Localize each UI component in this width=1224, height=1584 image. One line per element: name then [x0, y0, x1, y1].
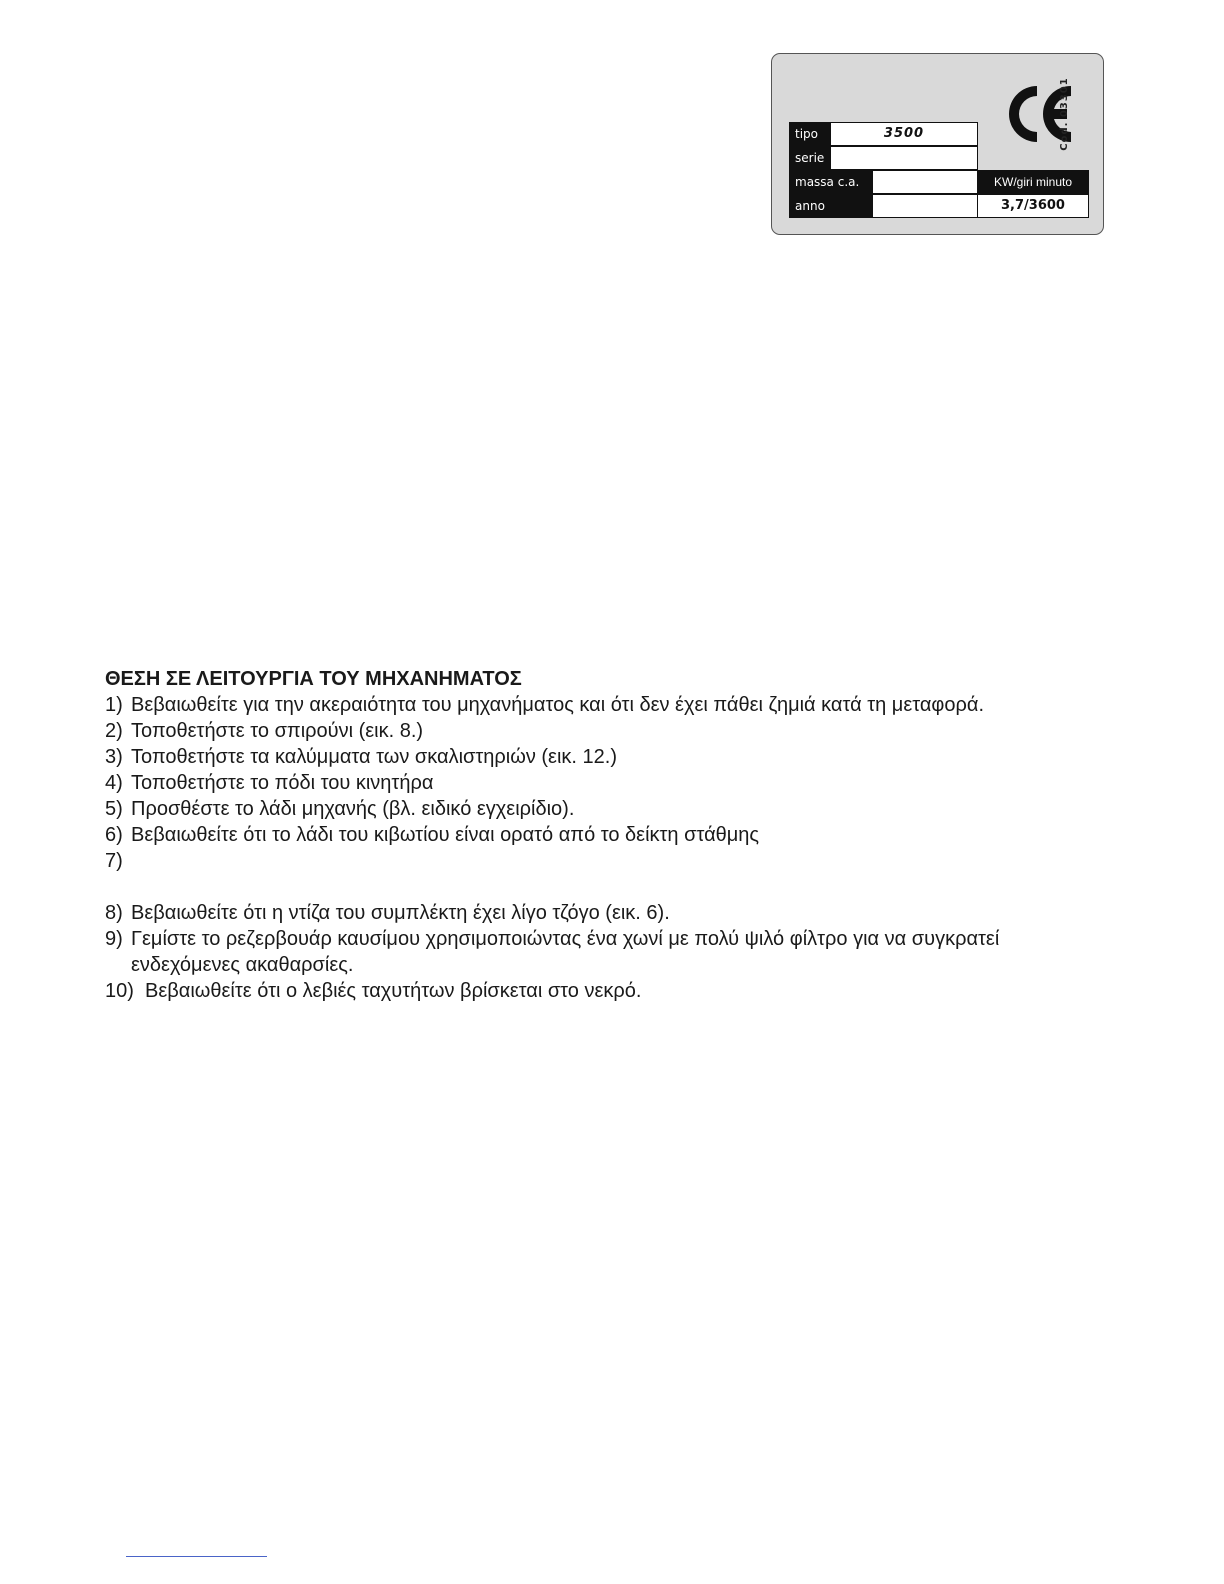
section-title: ΘΕΣΗ ΣΕ ΛΕΙΤΟΥΡΓΙΑ ΤΟΥ ΜΗΧΑΝΗΜΑΤΟΣ	[105, 668, 522, 690]
step-text: Προσθέστε το λάδι μηχανής (βλ. ειδικό εγχειρίδιο).	[131, 798, 575, 820]
serie-value	[830, 146, 978, 170]
list-item	[105, 900, 1015, 926]
step-number: 6)	[105, 824, 123, 846]
step-number: 5)	[105, 798, 123, 820]
anno-value	[872, 194, 978, 218]
list-item	[105, 796, 1015, 822]
step-number: 8)	[105, 902, 123, 924]
list-item	[105, 848, 1015, 874]
rating-plate	[771, 53, 1104, 235]
step-number: 10)	[105, 980, 134, 1002]
step-number: 4)	[105, 772, 123, 794]
step-text: Βεβαιωθείτε ότι ο λεβιές ταχυτήτων βρίσκεται στο νεκρό.	[145, 980, 642, 1002]
list-item	[105, 744, 1015, 770]
step-text: Τοποθετήστε τα καλύμματα των σκαλιστηριών (εικ. 12.)	[131, 746, 617, 768]
list-item	[105, 978, 1015, 1004]
step-number: 7)	[105, 850, 123, 872]
step-text: Τοποθετήστε το πόδι του κινητήρα	[131, 772, 434, 794]
step-text: Βεβαιωθείτε ότι το λάδι του κιβωτίου είναι ορατό από το δείκτη στάθμης	[131, 824, 760, 846]
plate-code: Cod. 03301	[1059, 77, 1070, 151]
list-item	[105, 926, 1015, 978]
step-text: Βεβαιωθείτε ότι η ντίζα του συμπλέκτη έχει λίγο τζόγο (εικ. 6).	[131, 902, 670, 924]
step-number: 3)	[105, 746, 123, 768]
kw-label: KW/giri minuto	[977, 170, 1089, 194]
step-number: 2)	[105, 720, 123, 742]
step-text: Γεμίστε το ρεζερβουάρ καυσίμου χρησιμοποιώντας ένα χωνί με πολύ ψιλό φίλτρο για να συγκρατεί ενδεχόμενες ακαθαρσίες.	[131, 928, 1000, 976]
list-item	[105, 770, 1015, 796]
list-item	[105, 692, 1015, 718]
steps-list	[105, 692, 1015, 1004]
step-number: 9)	[105, 928, 123, 950]
serie-label: serie	[789, 146, 832, 170]
step-text: Βεβαιωθείτε για την ακεραιότητα του μηχανήματος και ότι δεν έχει πάθει ζημιά κατά τη μεταφορά.	[131, 694, 985, 716]
step-text: Τοποθετήστε το σπιρούνι (εικ. 8.)	[131, 720, 424, 742]
tipo-label: tipo	[789, 122, 832, 146]
massa-value	[872, 170, 978, 194]
anno-label: anno	[789, 194, 874, 218]
massa-label: massa c.a.	[789, 170, 874, 194]
list-item	[105, 718, 1015, 744]
step-number: 1)	[105, 694, 123, 716]
footer-link[interactable]	[126, 1556, 267, 1557]
list-item	[105, 822, 1015, 848]
instructions-section	[105, 666, 1015, 1004]
kw-value: 3,7/3600	[977, 194, 1089, 218]
tipo-value: 3500	[830, 122, 978, 146]
